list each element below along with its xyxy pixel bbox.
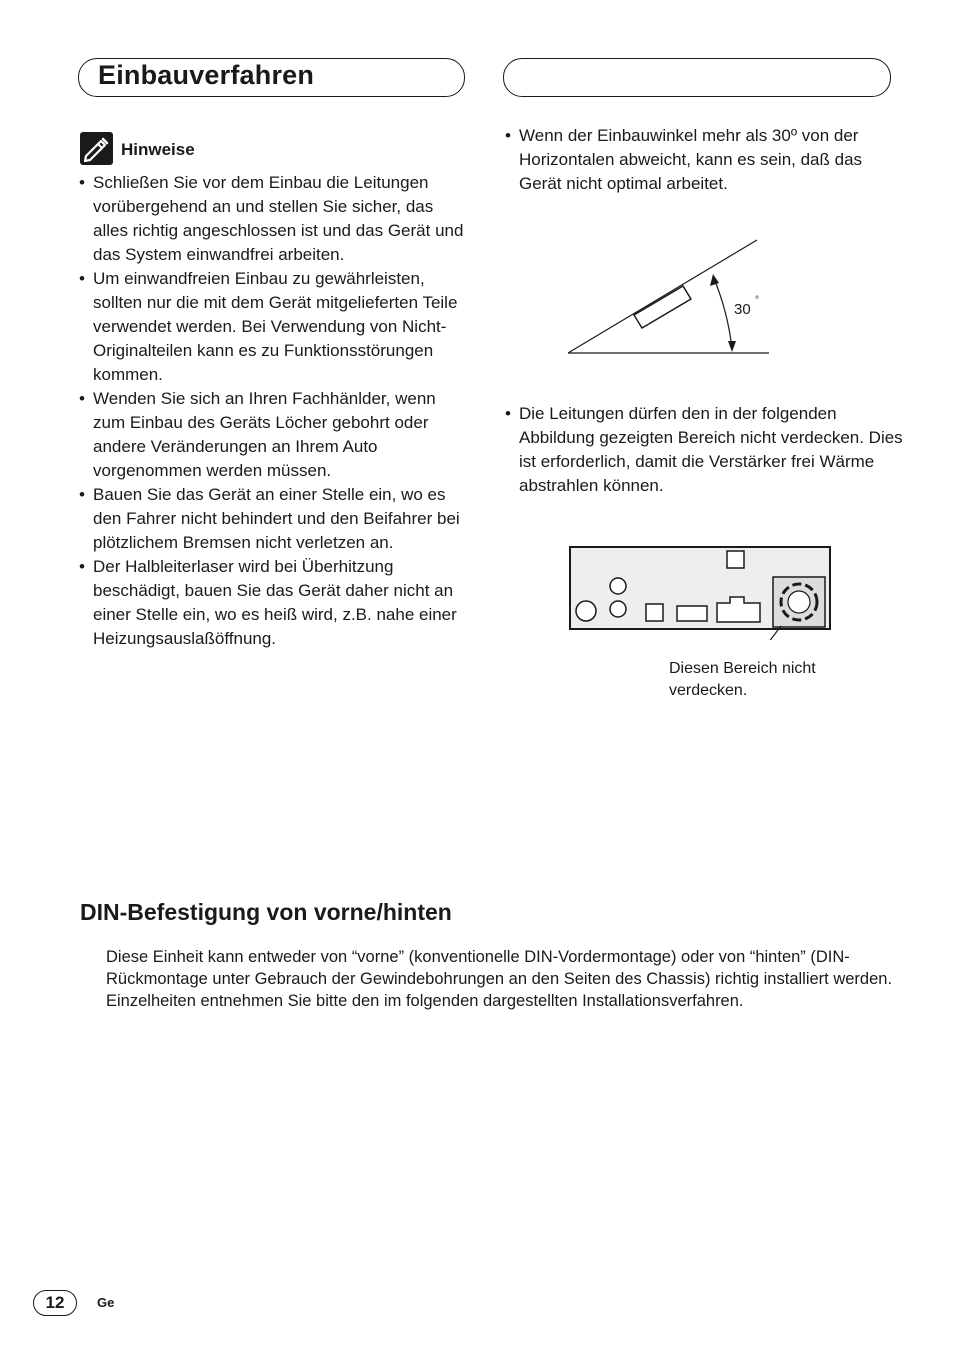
arc-arrowhead-bottom (728, 341, 736, 352)
notes-label: Hinweise (121, 140, 195, 159)
language-code: Ge (97, 1295, 115, 1310)
list-item: • Schließen Sie vor dem Einbau die Leitungen vorübergehend an und stellen Sie sicher, das alles richtig angeschlossen ist und das Gerät und das System einwandfrei arbeiten. (79, 171, 467, 267)
angle-label: 30 (734, 301, 751, 318)
list-item: • Um einwandfreien Einbau zu gewährleisten, sollten nur die mit dem Gerät mitgelieferten Teile verwendet werden. Bei Verwendung von Nicht-Originalteilen kann es zu Funktionsstörungen kommen. (79, 267, 467, 387)
top-connector (727, 551, 744, 568)
panel-caption: Diesen Bereich nicht verdecken. (669, 660, 816, 699)
angle-arc (713, 276, 732, 349)
fan-hub (788, 591, 810, 613)
section-body: Diese Einheit kann entweder von “vorne” (konventionelle DIN-Vordermontage) oder von “hinten” (DIN-Rückmontage unter Gebrauch der Gewindebohrungen an den Seiten des Chassis) richtig installiert werden. Einzelheiten entnehmen Sie bitte den im folgenden dargestellten Installationsverfahren. (106, 948, 893, 1010)
empty-title-box (503, 58, 891, 97)
incline-line (568, 240, 757, 353)
cable-note: • Die Leitungen dürfen den in der folgenden Abbildung gezeigten Bereich nicht verdecken. Dies ist erforderlich, damit die Verstärker frei Wärme abstrahlen können. (505, 402, 905, 498)
antenna-jack (576, 601, 596, 621)
notes-list (79, 171, 467, 651)
angle-note-list (505, 124, 895, 196)
angle-note: • Wenn der Einbauwinkel mehr als 30º von der Horizontalen abweicht, kann es sein, daß das Gerät nicht optimal arbeitet. (505, 124, 895, 196)
section-title-box (78, 58, 465, 97)
page-title: Einbauverfahren (98, 60, 315, 90)
small-connector (646, 604, 663, 621)
unit-outline (634, 286, 691, 328)
jack-lower (610, 601, 626, 617)
pencil-note-icon (80, 132, 113, 165)
list-item: • Der Halbleiterlaser wird bei Überhitzung beschädigt, bauen Sie das Gerät daher nicht an einer Stelle ein, wo es heiß wird, z.B. nahe einer Heizungsauslaßöffnung. (79, 555, 467, 651)
arc-arrowhead-top (710, 274, 719, 286)
page-number: 12 (33, 1290, 77, 1316)
mounting-angle-diagram (560, 232, 780, 362)
jack-upper (610, 578, 626, 594)
cable-note-list (505, 402, 905, 498)
list-item: • Wenden Sie sich an Ihren Fachhänlder, wenn zum Einbau des Geräts Löcher gebohrt oder andere Veränderungen an Ihrem Auto vorgenommen werden müssen. (79, 387, 467, 483)
mid-connector (677, 606, 707, 621)
list-item: • Bauen Sie das Gerät an einer Stelle ein, wo es den Fahrer nicht behindert und den Beifahrer bei plötzlichem Bremsen nicht verletzen an. (79, 483, 467, 555)
angle-degree-mark: ° (755, 295, 759, 306)
section-heading: DIN-Befestigung von vorne/hinten (80, 899, 452, 925)
rear-panel-diagram (562, 540, 837, 640)
